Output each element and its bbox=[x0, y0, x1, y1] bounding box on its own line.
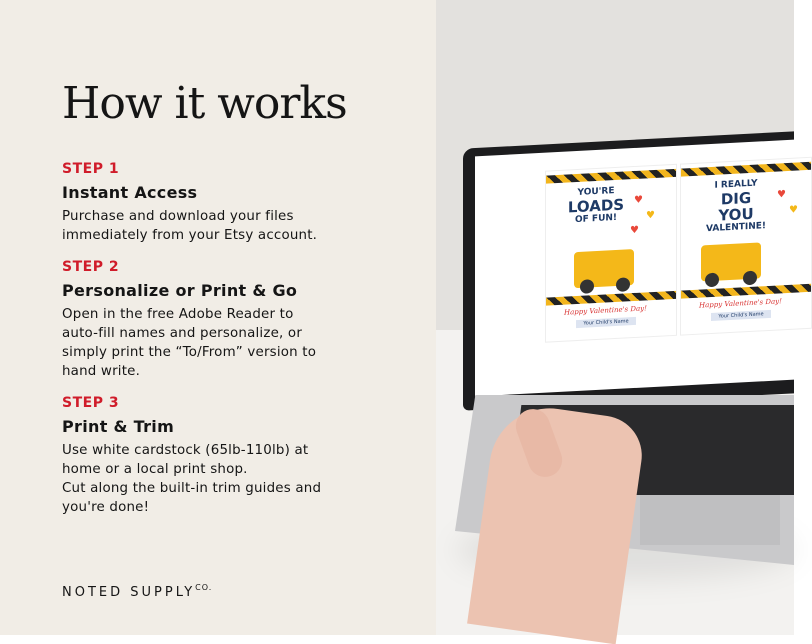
wheel-icon bbox=[580, 279, 594, 294]
brand-name: NOTED SUPPLY bbox=[62, 585, 196, 600]
heart-icon: ♥ bbox=[789, 204, 798, 216]
card-footer: Happy Valentine's Day! bbox=[564, 304, 647, 317]
step-2 bbox=[62, 258, 432, 381]
step-label: STEP 2 bbox=[62, 259, 120, 275]
hazard-stripe bbox=[681, 162, 811, 177]
card-line: I REALLY bbox=[714, 178, 758, 191]
step-description bbox=[62, 207, 432, 245]
step-1 bbox=[62, 160, 432, 245]
step-line: Use white cardstock (65lb-110lb) at bbox=[62, 443, 309, 458]
step-line: immediately from your Etsy account. bbox=[62, 228, 318, 243]
step-line: Purchase and download your files bbox=[62, 209, 294, 224]
wheel-icon bbox=[705, 273, 719, 288]
card-big-text: LOADS bbox=[567, 195, 625, 217]
card-line: YOU'RE bbox=[577, 186, 615, 198]
hazard-stripe bbox=[681, 284, 811, 299]
valentine-card-loads bbox=[545, 164, 677, 343]
heart-icon: ♥ bbox=[777, 189, 786, 201]
step-label: STEP 1 bbox=[62, 161, 120, 177]
laptop-trackpad bbox=[640, 495, 780, 545]
step-3 bbox=[62, 394, 432, 517]
hazard-stripe bbox=[546, 291, 676, 306]
hazard-stripe bbox=[546, 169, 676, 184]
step-description bbox=[62, 441, 432, 517]
wheel-icon bbox=[616, 277, 630, 292]
laptop-screen bbox=[475, 140, 798, 397]
step-line: auto-fill names and personalize, or bbox=[62, 326, 303, 341]
card-headline bbox=[706, 178, 766, 235]
step-line: simply print the “To/From” version to bbox=[62, 345, 317, 360]
card-headline bbox=[566, 185, 626, 226]
heart-icon: ♥ bbox=[634, 194, 643, 207]
heart-icon: ♥ bbox=[646, 209, 655, 222]
brand-logo bbox=[62, 583, 212, 600]
step-description bbox=[62, 305, 432, 381]
step-line: home or a local print shop. bbox=[62, 462, 248, 477]
card-line: VALENTINE! bbox=[706, 221, 767, 235]
card-footer: Happy Valentine's Day! bbox=[699, 297, 782, 310]
card-line: OF FUN! bbox=[574, 212, 618, 226]
brand-suffix: CO. bbox=[195, 583, 213, 592]
name-field: Your Child's Name bbox=[576, 317, 636, 328]
name-field: Your Child's Name bbox=[711, 310, 771, 321]
step-title: Instant Access bbox=[62, 183, 198, 202]
step-line: you're done! bbox=[62, 500, 150, 515]
wheel-icon bbox=[743, 271, 757, 286]
step-line: hand write. bbox=[62, 364, 141, 379]
step-title: Print & Trim bbox=[62, 417, 175, 436]
heart-icon: ♥ bbox=[630, 224, 639, 237]
step-title: Personalize or Print & Go bbox=[62, 281, 298, 300]
step-line: Cut along the built-in trim guides and bbox=[62, 481, 322, 496]
page-title: How it works bbox=[62, 78, 347, 129]
step-label: STEP 3 bbox=[62, 395, 120, 411]
card-big-text: DIG YOU bbox=[718, 188, 754, 225]
step-line: Open in the free Adobe Reader to bbox=[62, 307, 294, 322]
valentine-card-dig bbox=[680, 157, 812, 336]
